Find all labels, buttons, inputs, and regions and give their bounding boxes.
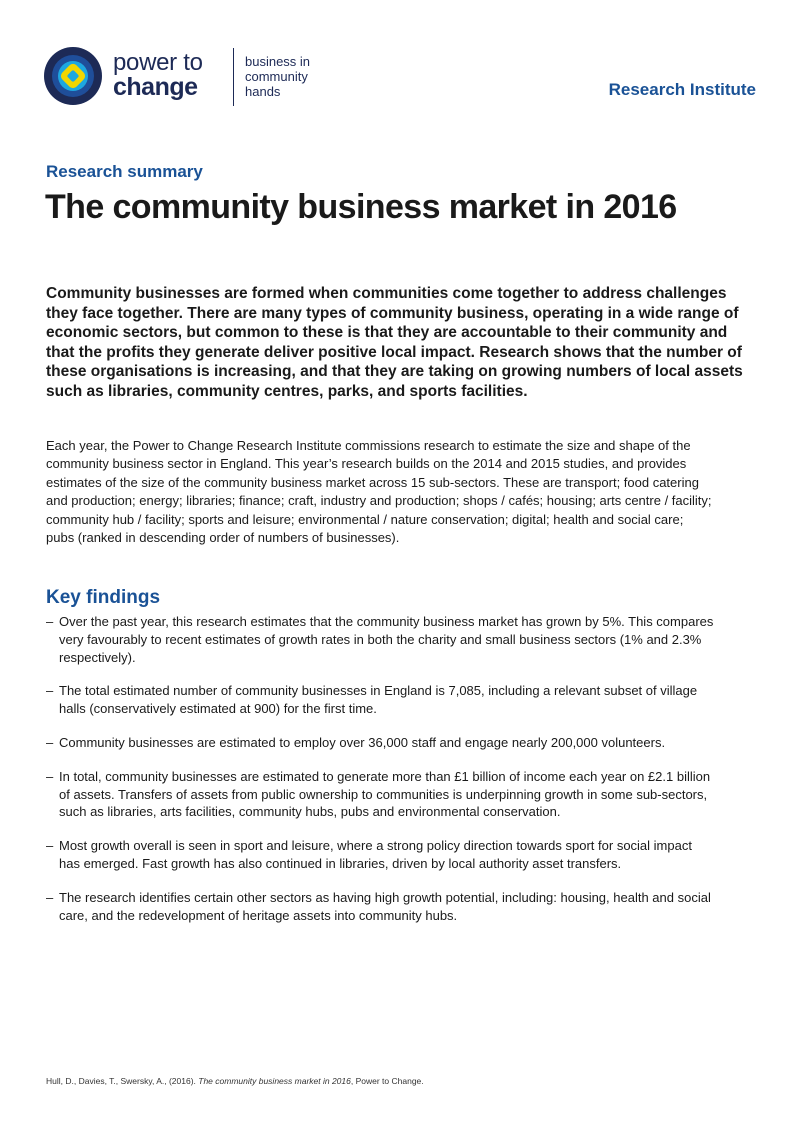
finding-item: – Community businesses are estimated to employ over 36,000 staff and engage nearly 200,000 volunteers. <box>46 734 716 752</box>
finding-item: – Over the past year, this research estimates that the community business market has grown by 5%. This compares very favourably to recent estimates of growth rates in both the charity and small business sectors (1% and 2.3% respectively). <box>46 613 716 666</box>
citation-authors: Hull, D., Davies, T., Swersky, A., (2016). <box>46 1076 199 1086</box>
intro-paragraph: Community businesses are formed when communities come together to address challenges they face together. There are many types of community business, operating in a wide range of economic sectors, but common to these is that they are accountable to their community and that the profits they generate deliver positive local impact. Research shows that the number of these organisations is increasing, and that they are taking on growing numbers of local assets such as libraries, community centres, parks, and sports facilities. <box>46 285 743 400</box>
research-institute-label: Research Institute <box>608 80 756 99</box>
logo-line-1: power to <box>113 49 203 76</box>
citation-publisher: , Power to Change. <box>350 1076 424 1086</box>
document-title: The community business market in 2016 <box>45 188 677 226</box>
finding-item: – The research identifies certain other sectors as having high growth potential, including: housing, health and social care, and the redevelopment of heritage assets into community hubs. <box>46 889 716 925</box>
citation-work-title: The community business market in 2016 <box>198 1076 351 1086</box>
key-findings-list <box>46 613 716 924</box>
tagline-line-1: business in <box>245 54 311 69</box>
power-to-change-logo-icon <box>44 47 102 105</box>
finding-item: – The total estimated number of community businesses in England is 7,085, including a relevant subset of village halls (conservatively estimated at 900) for the first time. <box>46 682 716 718</box>
citation <box>46 1076 424 1086</box>
finding-item: – Most growth overall is seen in sport and leisure, where a strong policy direction towards sport for social impact has emerged. Fast growth has also continued in libraries, driven by local authority asset transfers. <box>46 837 716 873</box>
key-findings-heading: Key findings <box>46 587 161 608</box>
body-paragraph: Each year, the Power to Change Research Institute commissions research to estimate the size and shape of the community business sector in England. This year’s research builds on the 2014 and 2015 studies, and provides estimates of the size of the community business market across 15 sub-sectors. These are transport; food catering and production; energy; libraries; finance; craft, industry and production; shops / cafés; housing; arts centre / facility; community hub / facility; sports and leisure; environmental / nature conservation; digital; health and social care; pubs (ranked in descending order of numbers of businesses). <box>46 438 712 546</box>
document-kicker: Research summary <box>46 162 203 181</box>
tagline-line-3: hands <box>245 84 281 99</box>
logo-divider <box>233 48 234 106</box>
logo-tagline <box>245 54 310 99</box>
logo-line-2: change <box>113 73 198 101</box>
logo-wordmark <box>113 50 203 100</box>
finding-item: – In total, community businesses are estimated to generate more than £1 billion of income each year on £2.1 billion of assets. Transfers of assets from public ownership to communities is underpinning growth in some sub-sectors, such as libraries, arts facilities, community hubs, pubs and environmental conservation. <box>46 768 716 821</box>
page-header <box>44 44 756 108</box>
tagline-line-2: community <box>245 69 308 84</box>
